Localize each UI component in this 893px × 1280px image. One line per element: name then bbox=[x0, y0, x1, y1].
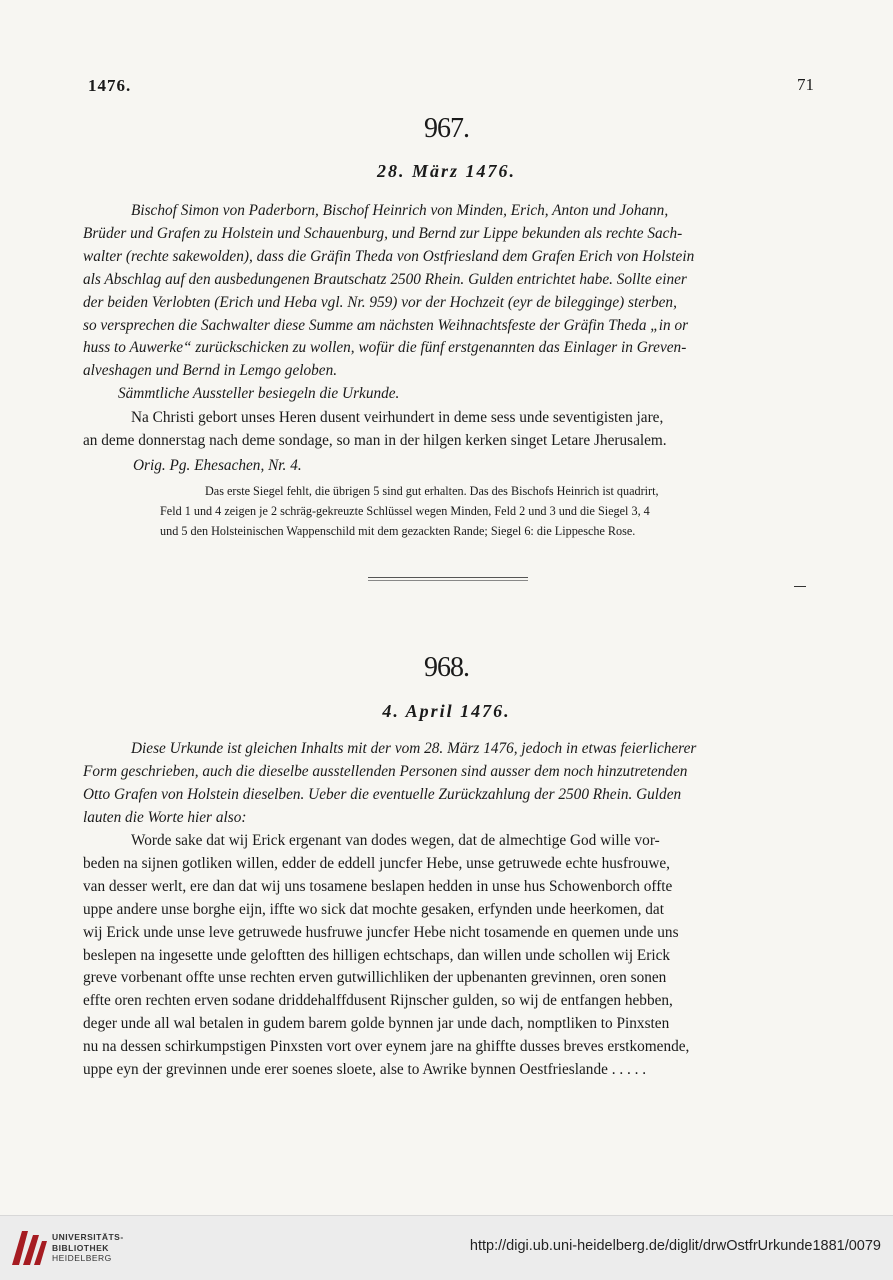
document-date-967: 28. März 1476. bbox=[376, 161, 516, 181]
note-line: und 5 den Holsteinischen Wappenschild mit dem gezackten Rande; Siegel 6: die Lippesche Rose. bbox=[160, 524, 636, 538]
original-text-968 bbox=[83, 830, 811, 1082]
section-divider bbox=[368, 577, 528, 578]
text-line: Na Christi gebort unses Heren dusent veirhundert in deme sess unde seventigisten jare, bbox=[131, 409, 664, 426]
source-967: Orig. Pg. Ehesachen, Nr. 4. bbox=[133, 457, 302, 474]
library-name-line: BIBLIOTHEK bbox=[52, 1242, 109, 1253]
summary-line: alveshagen und Bernd in Lemgo geloben. bbox=[83, 362, 338, 380]
sealers-note-967: Sämmtliche Aussteller besiegeln die Urkunde. bbox=[118, 385, 400, 402]
summary-line: walter (rechte sakewolden), dass die Gräfin Theda von Ostfriesland dem Grafen Erich von Holstein bbox=[83, 247, 695, 265]
page-number: 71 bbox=[797, 75, 814, 94]
original-text-967 bbox=[83, 407, 811, 453]
library-name-line: UNIVERSITÄTS- bbox=[52, 1232, 124, 1242]
text-line: greve vorbenant offte unse rechten erven gutwillichliken der upbenanten grevinnen, oren sonen bbox=[83, 969, 667, 987]
document-number-967: 967. bbox=[424, 113, 469, 144]
library-name-line: HEIDELBERG bbox=[52, 1253, 112, 1263]
summary-968 bbox=[83, 738, 811, 830]
text-line: deger unde all wal betalen in gudem barem golde bynnen jar unde dach, nomptliken to Pinxsten bbox=[83, 1015, 670, 1033]
text-line: uppe eyn der grevinnen unde erer soenes sloete, alse to Awrike bynnen Oestfrieslande . . . . . bbox=[83, 1061, 647, 1079]
library-logo-icon bbox=[8, 1225, 50, 1271]
summary-line: so versprechen die Sachwalter diese Summe am nächsten Weihnachtsfeste der Gräfin Theda „in or bbox=[83, 316, 689, 334]
text-line: effte oren rechten erven sodane driddehalffdusent Rijnscher gulden, so wij de entfangen hebben, bbox=[83, 992, 673, 1010]
text-line: Worde sake dat wij Erick ergenant van dodes wegen, dat de almechtige God wille vor- bbox=[131, 832, 660, 849]
running-header-year: 1476. bbox=[88, 76, 132, 95]
section-divider-mark bbox=[794, 586, 806, 587]
summary-line: als Abschlag auf den ausbedungenen Brautschatz 2500 Rhein. Gulden entrichtet habe. Sollte einer bbox=[83, 270, 687, 288]
text-line: wij Erick unde unse leve getruwede husfruwe juncfer Hebe nicht tosamende en quemen unde uns bbox=[83, 923, 679, 941]
text-line: an deme donnerstag nach deme sondage, so man in der hilgen kerken singet Letare Jherusalem. bbox=[83, 431, 667, 449]
text-line: van desser werlt, ere dan dat wij uns tosamene beslapen hedden in unse hus Schowenborch offte bbox=[83, 877, 673, 895]
section-divider bbox=[368, 580, 528, 581]
text-line: uppe andere unse borghe eijn, iffte wo sick dat mochte gesaken, erfynden unde heerkomen, dat bbox=[83, 900, 664, 918]
permalink-url[interactable]: http://digi.ub.uni-heidelberg.de/diglit/drwOstfrUrkunde1881/0079 bbox=[469, 1238, 881, 1254]
summary-967 bbox=[83, 200, 811, 383]
summary-line: Bischof Simon von Paderborn, Bischof Heinrich von Minden, Erich, Anton und Johann, bbox=[131, 202, 669, 219]
seal-note-967 bbox=[160, 481, 811, 541]
summary-line: Brüder und Grafen zu Holstein und Schauenburg, und Bernd zur Lippe bekunden als rechte Sach- bbox=[83, 224, 683, 242]
note-line: Das erste Siegel fehlt, die übrigen 5 sind gut erhalten. Das des Bischofs Heinrich ist quadrirt, bbox=[205, 484, 659, 498]
library-footer bbox=[0, 1215, 893, 1280]
text-line: beden na sijnen gotliken willen, edder de eddell juncfer Hebe, unse getruwede echte husfrouwe, bbox=[83, 854, 671, 872]
library-name bbox=[52, 1232, 124, 1264]
summary-line: der beiden Verlobten (Erich und Heba vgl. Nr. 959) vor der Hochzeit (eyr de bilegginge) sterben, bbox=[83, 293, 677, 311]
summary-line: huss to Auwerke“ zurückschicken zu wollen, wofür die fünf erstgenannten das Einlager in Greven- bbox=[83, 339, 687, 357]
summary-line: lauten die Worte hier also: bbox=[83, 808, 247, 826]
document-number-968: 968. bbox=[424, 652, 469, 683]
text-line: beslepen na ingesette unde geloftten des hilligen echtschaps, dan willen unde schollen wij Erick bbox=[83, 946, 671, 964]
summary-line: Form geschrieben, auch die dieselbe ausstellenden Personen sind ausser dem noch hinzutretenden bbox=[83, 762, 688, 780]
summary-line: Otto Grafen von Holstein dieselben. Ueber die eventuelle Zurückzahlung der 2500 Rhein. Gulden bbox=[83, 785, 682, 803]
text-line: nu na dessen schirkumpstigen Pinxsten vort over eynem jare na ghiffte dusses breves erstkomende, bbox=[83, 1038, 690, 1056]
document-date-968: 4. April 1476. bbox=[382, 701, 511, 721]
note-line: Feld 1 und 4 zeigen je 2 schräg-gekreuzte Schlüssel wegen Minden, Feld 2 und 3 und die Siegel 3, 4 bbox=[160, 504, 650, 518]
summary-line: Diese Urkunde ist gleichen Inhalts mit der vom 28. März 1476, jedoch in etwas feierlicherer bbox=[131, 740, 697, 757]
